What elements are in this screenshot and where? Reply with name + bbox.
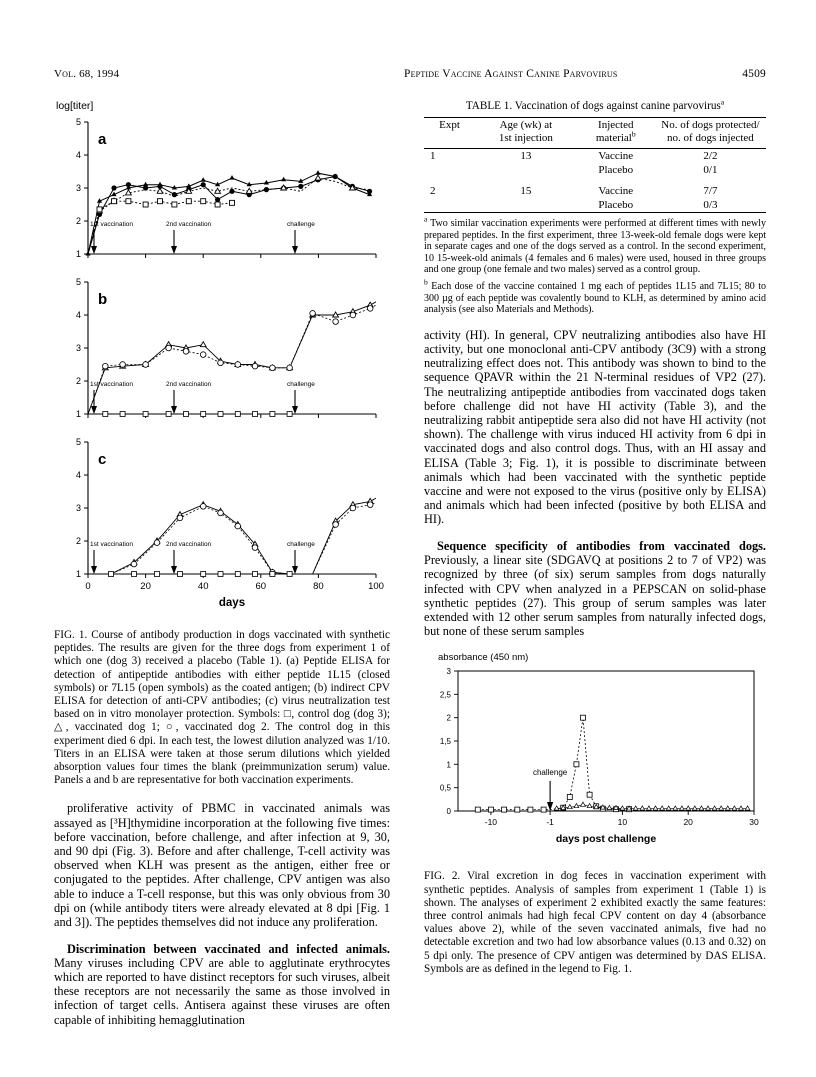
svg-text:-1: -1 (546, 817, 554, 828)
cell-material: Placebo (598, 164, 634, 176)
svg-text:40: 40 (197, 581, 209, 592)
figure1-graphs (54, 114, 390, 614)
cell-expt: 2 (430, 185, 436, 197)
svg-text:20: 20 (140, 581, 151, 592)
th-protected: No. of dogs protected/ no. of dogs injected (655, 118, 766, 149)
svg-text:challenge: challenge (287, 541, 315, 548)
svg-text:2: 2 (75, 536, 81, 546)
cell-protected: 0/1 (703, 164, 718, 176)
th-age: Age (wk) at 1st injection (475, 118, 577, 149)
panel-a-label: a (98, 131, 107, 148)
table-1-title-note: a (720, 97, 725, 107)
right-subheading: Sequence specificity of antibodies from vaccinated dogs. (437, 538, 766, 553)
cell-age (475, 163, 577, 177)
th-material: Injected material$^b$ (577, 118, 655, 149)
left-column (54, 100, 390, 1039)
svg-text:0: 0 (446, 807, 451, 817)
svg-text:2nd vaccination: 2nd vaccination (166, 221, 212, 228)
svg-text:0,5: 0,5 (439, 784, 451, 794)
left-paragraph-2 (54, 942, 390, 1027)
svg-text:100: 100 (368, 581, 384, 592)
table-1-footnote-a: $^a$ Two similar vaccination experiments were performed at different times with newly prepared peptides. In the first experiment, three 13-week-old female dogs were kept in separate cages and one of the dogs served as a control. In the second experiment, 10 15-week-old animals (4 females and 6 males) were used, housed in three groups and one group (one female and two males) served as a control group. (424, 214, 766, 276)
figure1-y-axis-label: log[titer] (56, 100, 94, 112)
svg-text:3: 3 (75, 503, 81, 513)
svg-text:1: 1 (75, 569, 81, 579)
cell-protected: 0/3 (703, 199, 718, 211)
th-expt: Expt (424, 118, 475, 149)
table-row (424, 198, 766, 213)
svg-text:1: 1 (446, 760, 451, 770)
figure2-y-axis-label: absorbance (450 nm) (438, 652, 529, 664)
left-paragraph-2-text: Many viruses including CPV are able to agglutinate erythrocytes which are reported to have distinct receptors for such viruses, albeit these receptors are not necessarily the same as those involved in infection of target cells. Antisera against these viruses are often capable of inhibiting hemagglutination (54, 955, 390, 1027)
figure2-graph (424, 665, 766, 855)
svg-text:10: 10 (617, 817, 628, 828)
svg-text:1: 1 (75, 249, 81, 259)
page-number: 4509 (742, 68, 766, 80)
figure1-x-axis-label: days (218, 597, 246, 609)
svg-text:20: 20 (683, 817, 693, 828)
svg-text:5: 5 (75, 277, 81, 287)
svg-text:0: 0 (85, 581, 91, 592)
panel-a (76, 117, 376, 259)
figure2-x-axis-label: days post challenge (555, 833, 657, 846)
cell-expt (424, 198, 475, 213)
cell-expt (424, 163, 475, 177)
panel-b (76, 277, 376, 419)
svg-text:3: 3 (75, 183, 81, 193)
svg-text:4: 4 (75, 310, 81, 320)
panel-c-label: c (98, 451, 107, 468)
table-row (424, 149, 766, 164)
cell-age: 15 (520, 185, 532, 197)
table-1-footnote-b: $^b$ Each dose of the vaccine contained 1 mg each of peptides 1L15 and 7L15; 80 to 300 µg of each peptide was covalently bound to KLH, as determined by amino acid analysis (see also Materials and Methods). (424, 277, 766, 316)
svg-text:4: 4 (75, 470, 81, 480)
right-paragraph-2 (424, 539, 766, 638)
svg-text:2nd vaccination: 2nd vaccination (166, 381, 212, 388)
svg-text:challenge: challenge (287, 221, 315, 228)
svg-text:1,5: 1,5 (439, 737, 451, 747)
svg-text:2: 2 (446, 714, 451, 724)
svg-text:2,5: 2,5 (439, 690, 451, 700)
svg-text:3: 3 (446, 667, 451, 677)
svg-text:30: 30 (749, 817, 759, 828)
cell-protected: 7/7 (703, 185, 718, 197)
table-1-title (424, 97, 766, 112)
volume-year: Vol. 68, 1994 (54, 68, 120, 80)
right-column (424, 97, 766, 976)
svg-text:60: 60 (255, 581, 267, 592)
svg-text:5: 5 (75, 437, 81, 447)
svg-text:-10: -10 (484, 817, 498, 828)
right-paragraph-1: activity (HI). In general, CPV neutralizing antibodies also have HI activity, but one monoclonal anti-CPV antibody (3C9) with a strong neutralizing effect does not. This antibody was shown to bind to the sequence QPAVR within the 21 N-terminal residues of VP2 (27). The neutralizing antipeptide antibodies from vaccinated dogs taken before challenge did not have HI activity (Table 3), and the neutralizing rabbit antipeptide sera also did not have HI activity (not shown). The challenge with virus induced HI activity from 6 dpi in vaccinated dogs and also control dogs. Thus, with an HI assay and ELISA (Table 3; Fig. 1), it is possible to discriminate between animals which had been vaccinated with the synthetic peptide vaccine and were not exposed to the virus (positive only by ELISA) and animals which had been infected (positive by both ELISA and HI). (424, 327, 766, 527)
svg-text:1: 1 (75, 409, 81, 419)
figure-1 (54, 100, 390, 787)
cell-expt: 1 (430, 150, 436, 162)
svg-text:1st vaccination: 1st vaccination (90, 541, 133, 548)
svg-text:5: 5 (75, 117, 81, 127)
cell-age (475, 198, 577, 213)
table-row (424, 184, 766, 198)
svg-text:1st vaccination: 1st vaccination (90, 381, 133, 388)
svg-text:3: 3 (75, 343, 81, 353)
svg-text:2: 2 (75, 216, 81, 226)
table-1 (424, 97, 766, 316)
panel-c (76, 437, 384, 609)
svg-text:2: 2 (75, 376, 81, 386)
cell-age: 13 (520, 150, 532, 162)
svg-text:challenge: challenge (287, 381, 315, 388)
figure1-caption: FIG. 1. Course of antibody production in dogs vaccinated with synthetic peptides. The results are given for the three dogs from experiment 1 of which one (dog 3) received a placebo (Table 1). (a) Peptide ELISA for detection of antipeptide antibodies with either peptide 1L15 (closed symbols) or 7L15 (open symbols) as the coated antigen; (b) indirect CPV ELISA for detection of anti-CPV antibodies; (c) virus neutralization test based on in vitro monolayer protection. Symbols: □, control dog (dog 3); △, vaccinated dog 1; ○, vaccinated dog 2. The control dog in this experiment died 6 dpi. In each test, the lowest dilution analyzed was 1/10. Titers in an ELISA were taken at those serum dilutions which yielded absorption values four times the blank (preimmunization serum) value. Panels a and b are representative for both vaccination experiments. (54, 629, 390, 787)
table-1-title-text: TABLE 1. Vaccination of dogs against canine parvovirus (465, 100, 721, 112)
cell-material: Vaccine (598, 150, 634, 162)
right-paragraph-2-text: Previously, a linear site (SDGAVQ at positions 2 to 7 of VP2) was recognized by three (of six) serum samples from dogs naturally infected with CPV when analyzed in a PEPSCAN on solid-phase synthetic peptides (27). This group of serum samples was later extended with 12 other serum samples from naturally infected dogs, but none of these serum samples (424, 553, 766, 639)
svg-text:4: 4 (75, 150, 81, 160)
cell-material: Placebo (598, 199, 634, 211)
cell-protected: 2/2 (703, 150, 718, 162)
table-row (424, 163, 766, 177)
figure2-caption: FIG. 2. Viral excretion in dog feces in vaccination experiment with synthetic peptides. Analysis of samples from experiment 1 (Table 1) is shown. The analyses of experiment 2 exhibited exactly the same features: three control animals had high fecal CPV content on day 4 (absorbance values above 2), while of the seven vaccinated animals, five had no detectable excretion and two had low absorbance values (0.13 and 0.32) on 5 dpi only. The presence of CPV antigen was determined by DAS ELISA. Symbols are as defined in the legend to Fig. 1. (424, 870, 766, 975)
svg-text:1st vaccination: 1st vaccination (90, 221, 133, 228)
table-1-footnote-b-text: Each dose of the vaccine contained 1 mg each of peptides 1L15 and 7L15; 80 to 300 µg of each peptide was covalently bound to KLH, as determined by amino acid analysis (see also Materials and Methods). (424, 280, 766, 316)
svg-text:80: 80 (313, 581, 324, 592)
left-paragraph-1: proliferative activity of PBMC in vaccinated animals was assayed as [³H]thymidine incorporation at the following five times: before vaccination, before challenge, and after infection at 9, 30, and 90 dpi (Fig. 3). Before and after challenge, T-cell activity was observed when KLH was present as the antigen, either free or conjugated to the peptides. After challenge, CPV antigen was also able to induce a T-cell response, but this was only obvious from 30 dpi on (while antibody titers were already elevated at 8 dpi [Fig. 1 and 3]). The peptides themselves did not induce any proliferation. (54, 801, 390, 930)
figure-2 (424, 652, 766, 976)
panel-b-label: b (98, 291, 108, 308)
figure2-annotation: challenge (532, 768, 568, 778)
left-subheading: Discrimination between vaccinated and infected animals. (67, 941, 390, 956)
table-1-footnote-a-text: Two similar vaccination experiments were performed at different times with newly prepared peptides. In the first experiment, three 13-week-old female dogs were kept in separate cages and one of the dogs served as a control. In the second experiment, 10 15-week-old animals (4 females and 6 males) were used, housed in three groups and one group (one female and two males) served as a control group. (424, 218, 766, 276)
article-title-runhead: Peptide Vaccine Against Canine Parvovirus (404, 68, 618, 80)
cell-material: Vaccine (598, 185, 634, 197)
svg-text:2nd vaccination: 2nd vaccination (166, 541, 212, 548)
